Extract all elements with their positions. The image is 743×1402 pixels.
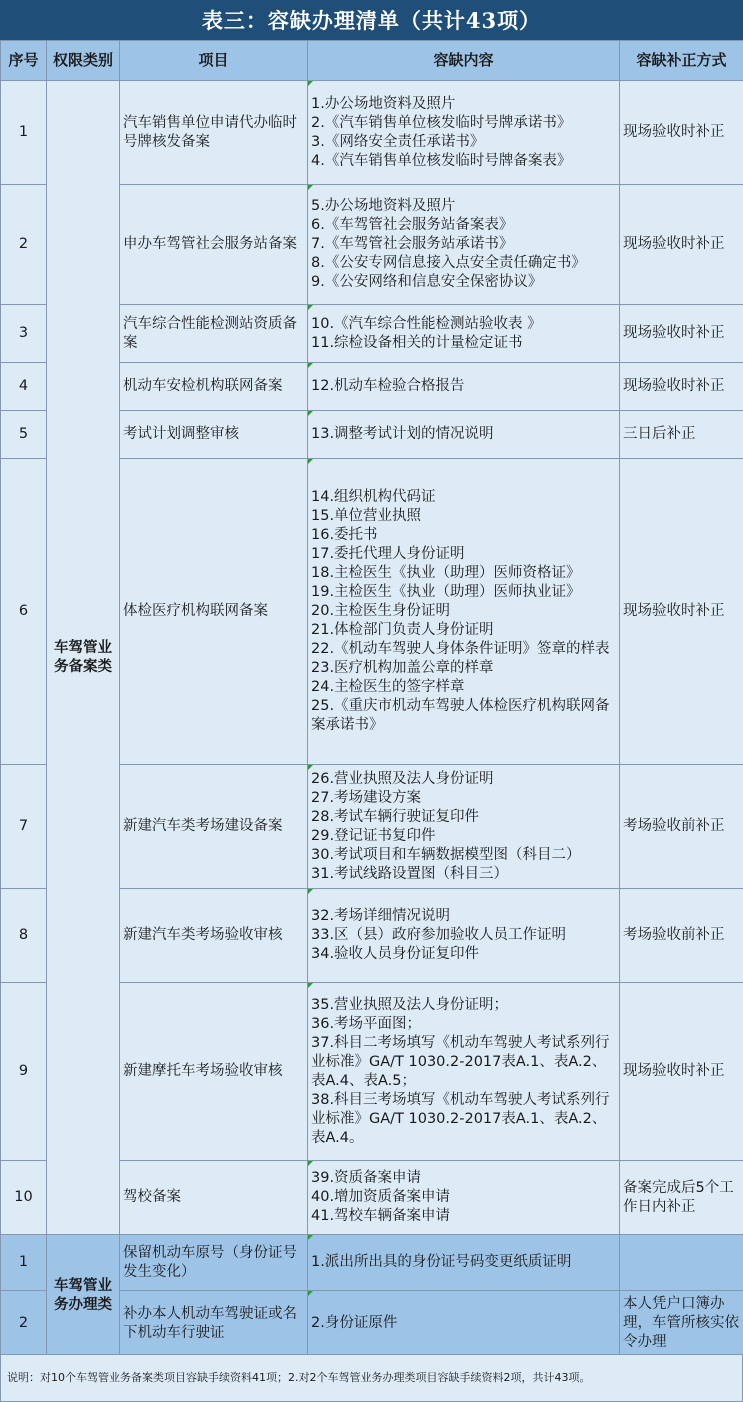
content-item: 2.身份证原件 xyxy=(311,1315,398,1331)
content-item: 19.主检医生《执业（助理）医师执业证》 xyxy=(311,584,581,600)
content-item: 29.登记证书复印件 xyxy=(311,827,436,844)
comment-marker-icon xyxy=(308,1161,313,1166)
header-method: 容缺补正方式 xyxy=(620,41,743,81)
comment-marker-icon xyxy=(308,889,313,894)
content-item: 2.《汽车销售单位核发临时号牌承诺书》 xyxy=(311,114,572,131)
method-cell xyxy=(620,1235,743,1291)
content-item: 17.委托代理人身份证明 xyxy=(311,546,465,562)
content-item: 24.主检医生的签字样章 xyxy=(311,679,465,695)
project-cell: 考试计划调整审核 xyxy=(120,411,308,459)
comment-marker-icon xyxy=(308,305,313,310)
project-cell: 保留机动车原号（身份证号发生变化） xyxy=(120,1235,308,1291)
table-title: 表三：容缺办理清单（共计43项） xyxy=(0,0,743,40)
content-cell xyxy=(308,1291,620,1357)
method-cell: 备案完成后5个工作日内补正 xyxy=(620,1161,743,1235)
row-number: 6 xyxy=(1,459,47,765)
project-cell: 机动车安检机构联网备案 xyxy=(120,363,308,411)
table-row xyxy=(1,1235,743,1291)
row-number: 1 xyxy=(1,81,47,185)
comment-marker-icon xyxy=(308,411,313,416)
header-category: 权限类别 xyxy=(47,41,120,81)
content-item: 15.单位营业执照 xyxy=(311,508,422,524)
method-cell: 考场验收前补正 xyxy=(620,765,743,889)
content-item: 31.考试线路设置图（科目三） xyxy=(311,865,509,882)
method-cell: 现场验收时补正 xyxy=(620,363,743,411)
content-item: 21.体检部门负责人身份证明 xyxy=(311,622,494,638)
content-item: 20.主检医生身份证明 xyxy=(311,603,451,619)
deferral-list-table xyxy=(0,40,743,1357)
content-cell xyxy=(308,363,620,411)
project-cell: 申办车驾管社会服务站备案 xyxy=(120,185,308,305)
row-number: 9 xyxy=(1,983,47,1161)
row-number: 2 xyxy=(1,1291,47,1357)
project-cell: 新建汽车类考场建设备案 xyxy=(120,765,308,889)
project-cell: 补办本人机动车驾驶证或名下机动车行驶证 xyxy=(120,1291,308,1357)
method-cell: 现场验收时补正 xyxy=(620,459,743,765)
comment-marker-icon xyxy=(308,1291,313,1296)
content-item: 1.派出所出具的身份证号码变更纸质证明 xyxy=(311,1254,572,1270)
category-handling: 车驾管业务办理类 xyxy=(47,1235,120,1357)
content-item: 41.驾校车辆备案申请 xyxy=(311,1208,451,1224)
content-item: 37.科目二考场填写《机动车驾驶人考试系列行业标准》GA/T 1030.2-2017表A.1、表A.2、表A.4、表A.5； xyxy=(311,1034,610,1089)
row-number: 7 xyxy=(1,765,47,889)
content-item: 30.考试项目和车辆数据模型图（科目二） xyxy=(311,846,581,863)
method-cell: 本人凭户口簿办理，车管所核实依令办理 xyxy=(620,1291,743,1357)
comment-marker-icon xyxy=(308,1235,313,1240)
content-cell xyxy=(308,411,620,459)
header-project: 项目 xyxy=(120,41,308,81)
project-cell: 汽车综合性能检测站资质备案 xyxy=(120,305,308,363)
footnote: 说明：对10个车驾管业务备案类项目容缺手续资料41项；2.对2个车驾管业务办理类项目容缺手续资料2项，共计43项。 xyxy=(0,1354,743,1402)
content-item: 18.主检医生《执业（助理）医师资格证》 xyxy=(311,565,581,581)
content-cell xyxy=(308,1161,620,1235)
header-content: 容缺内容 xyxy=(308,41,620,81)
method-cell: 三日后补正 xyxy=(620,411,743,459)
content-item: 13.调整考试计划的情况说明 xyxy=(311,426,494,442)
content-cell xyxy=(308,305,620,363)
method-cell: 现场验收时补正 xyxy=(620,983,743,1161)
content-item: 10.《汽车综合性能检测站验收表 》 xyxy=(311,315,542,332)
row-number: 4 xyxy=(1,363,47,411)
content-item: 4.《汽车销售单位核发临时号牌备案表》 xyxy=(311,152,572,169)
content-item: 11.综检设备相关的计量检定证书 xyxy=(311,334,523,351)
comment-marker-icon xyxy=(308,81,313,86)
comment-marker-icon xyxy=(308,185,313,190)
content-item: 3.《网络安全责任承诺书》 xyxy=(311,133,485,150)
content-item: 22.《机动车驾驶人身体条件证明》签章的样表 xyxy=(311,641,610,657)
content-cell xyxy=(308,765,620,889)
content-item: 5.办公场地资料及照片 xyxy=(311,198,456,214)
header-no: 序号 xyxy=(1,41,47,81)
content-item: 28.考试车辆行驶证复印件 xyxy=(311,808,480,825)
table-row xyxy=(1,81,743,185)
content-item: 1.办公场地资料及照片 xyxy=(311,95,456,112)
content-item: 12.机动车检验合格报告 xyxy=(311,378,465,394)
project-cell: 驾校备案 xyxy=(120,1161,308,1235)
content-item: 25.《重庆市机动车驾驶人体检医疗机构联网备案承诺书》 xyxy=(311,698,610,733)
method-cell: 考场验收前补正 xyxy=(620,889,743,983)
category-filing: 车驾管业务备案类 xyxy=(47,81,120,1235)
content-item: 8.《公安专网信息接入点安全责任确定书》 xyxy=(311,255,586,271)
project-cell: 新建摩托车考场验收审核 xyxy=(120,983,308,1161)
content-item: 32.考场详细情况说明 xyxy=(311,908,451,924)
content-item: 27.考场建设方案 xyxy=(311,789,422,806)
comment-marker-icon xyxy=(308,363,313,368)
method-cell: 现场验收时补正 xyxy=(620,81,743,185)
project-cell: 体检医疗机构联网备案 xyxy=(120,459,308,765)
content-item: 39.资质备案申请 xyxy=(311,1170,422,1186)
content-item: 34.验收人员身份证复印件 xyxy=(311,946,480,962)
comment-marker-icon xyxy=(308,983,313,988)
project-cell: 汽车销售单位申请代办临时号牌核发备案 xyxy=(120,81,308,185)
row-number: 2 xyxy=(1,185,47,305)
content-cell xyxy=(308,983,620,1161)
content-item: 40.增加资质备案申请 xyxy=(311,1189,451,1205)
comment-marker-icon xyxy=(308,765,313,770)
content-item: 9.《公安网络和信息安全保密协议》 xyxy=(311,274,543,290)
content-cell xyxy=(308,459,620,765)
content-cell xyxy=(308,81,620,185)
content-item: 26.营业执照及法人身份证明 xyxy=(311,770,494,787)
content-cell xyxy=(308,889,620,983)
row-number: 10 xyxy=(1,1161,47,1235)
header-row xyxy=(1,41,743,81)
row-number: 3 xyxy=(1,305,47,363)
comment-marker-icon xyxy=(308,459,313,464)
method-cell: 现场验收时补正 xyxy=(620,185,743,305)
row-number: 8 xyxy=(1,889,47,983)
content-item: 33.区（县）政府参加验收人员工作证明 xyxy=(311,927,567,943)
row-number: 1 xyxy=(1,1235,47,1291)
content-item: 14.组织机构代码证 xyxy=(311,489,436,505)
content-item: 6.《车驾管社会服务站备案表》 xyxy=(311,217,514,233)
content-item: 38.科目三考场填写《机动车驾驶人考试系列行业标准》GA/T 1030.2-2017表A.1、表A.2、表A.4。 xyxy=(311,1091,610,1146)
content-cell xyxy=(308,185,620,305)
content-item: 36.考场平面图； xyxy=(311,1015,422,1032)
content-item: 7.《车驾管社会服务站承诺书》 xyxy=(311,236,514,252)
method-cell: 现场验收时补正 xyxy=(620,305,743,363)
content-item: 16.委托书 xyxy=(311,527,378,543)
content-item: 35.营业执照及法人身份证明； xyxy=(311,996,509,1013)
content-cell xyxy=(308,1235,620,1291)
project-cell: 新建汽车类考场验收审核 xyxy=(120,889,308,983)
row-number: 5 xyxy=(1,411,47,459)
content-item: 23.医疗机构加盖公章的样章 xyxy=(311,660,494,676)
